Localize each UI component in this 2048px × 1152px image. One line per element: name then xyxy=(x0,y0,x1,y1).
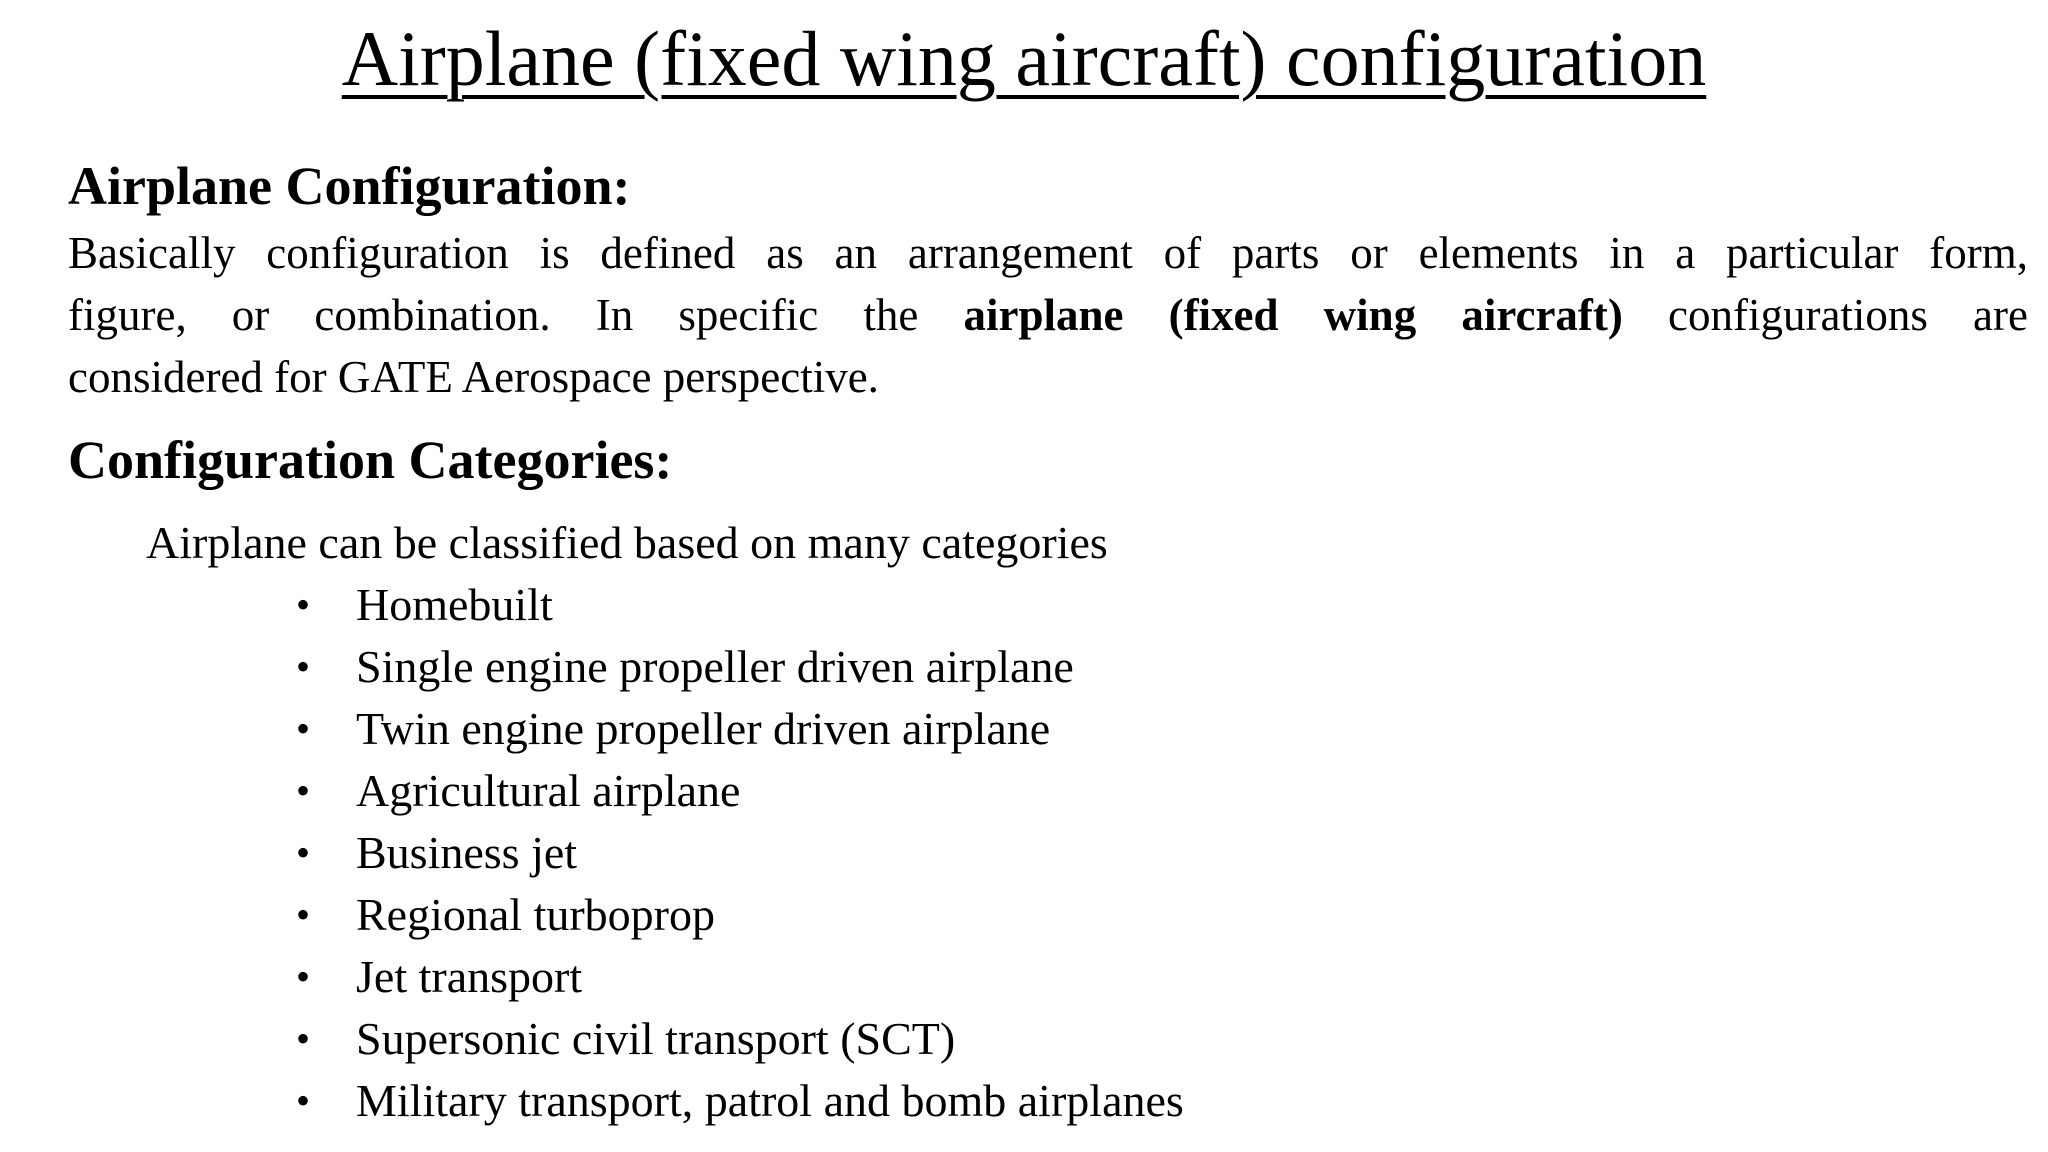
section-heading-configuration: Airplane Configuration: xyxy=(68,156,631,216)
list-item-text: Regional turboprop xyxy=(356,889,715,940)
list-item-text: Business jet xyxy=(356,827,578,878)
list-item-text: Single engine propeller driven airplane xyxy=(356,641,1074,692)
paragraph-line-3: considered for GATE Aerospace perspective. xyxy=(68,352,879,402)
paragraph-bold-term: airplane (fixed wing aircraft) xyxy=(963,290,1623,340)
list-item-text: Homebuilt xyxy=(356,579,553,630)
list-item-text: Military transport, patrol and bomb airplanes xyxy=(356,1075,1184,1126)
bullet-icon: • xyxy=(296,954,311,999)
section-heading-categories: Configuration Categories: xyxy=(68,430,673,490)
list-item-text: Supersonic civil transport (SCT) xyxy=(356,1013,956,1064)
paragraph-line-1: Basically configuration is defined as an arrangement of parts or elements in a particular form, xyxy=(68,228,2028,278)
bullet-icon: • xyxy=(296,830,311,875)
bullet-icon: • xyxy=(296,892,311,937)
categories-intro: Airplane can be classified based on many categories xyxy=(146,517,1108,568)
list-item-text: Agricultural airplane xyxy=(356,765,741,816)
paragraph-line-2-end: configurations are xyxy=(1622,290,2028,340)
bullet-icon: • xyxy=(296,1078,311,1123)
bullet-icon: • xyxy=(296,582,311,627)
bullet-icon: • xyxy=(296,644,311,689)
definition-paragraph xyxy=(68,222,2028,408)
paragraph-line-2 xyxy=(68,284,2028,346)
bullet-icon: • xyxy=(296,1016,311,1061)
paragraph-line-2-start: figure, or combination. In specific the xyxy=(68,290,964,340)
list-item-text: Jet transport xyxy=(356,951,583,1002)
list-item-text: Twin engine propeller driven airplane xyxy=(356,703,1051,754)
slide-title: Airplane (fixed wing aircraft) configuration xyxy=(341,15,1707,102)
bullet-icon: • xyxy=(296,768,311,813)
bullet-icon: • xyxy=(296,706,311,751)
